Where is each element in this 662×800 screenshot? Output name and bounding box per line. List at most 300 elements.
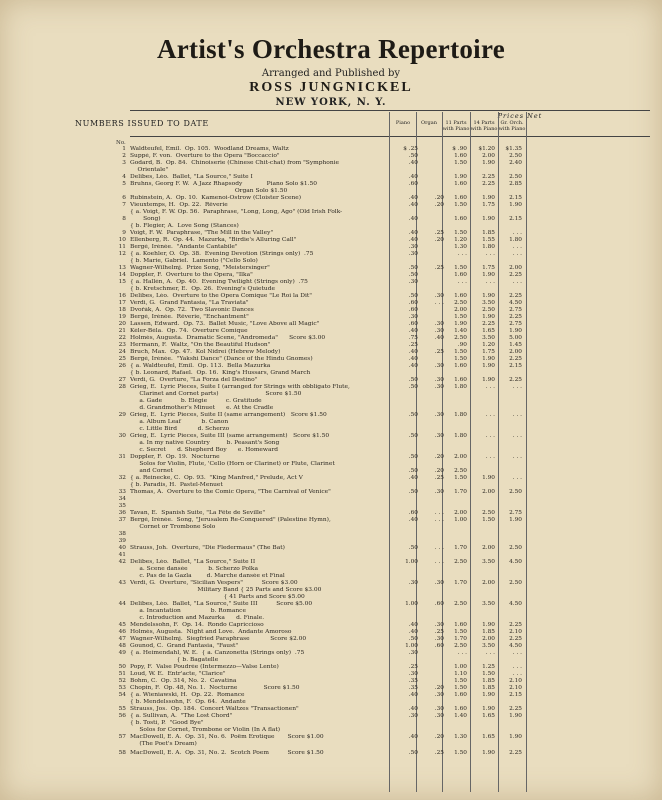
price-organ: .60 [434, 601, 444, 607]
price-11-parts: . . . [457, 279, 467, 285]
row-number: 9 [122, 230, 126, 236]
row-description: Ellenberg, R. Op. 44. Mazurka, "Birdie's Alluring Call" [130, 237, 297, 243]
price-gr-orch: 4.50 [509, 643, 522, 649]
row-number: 35 [118, 503, 126, 509]
row-number: 17 [118, 300, 126, 306]
price-11-parts: .90 [457, 342, 467, 348]
row-description: Bergé, Irénée. Rêverie, "Enchantment" [130, 314, 249, 320]
row-number: 20 [118, 321, 126, 327]
row-number: 26 [118, 363, 126, 369]
row-description: Grieg, E. Lyric Pieces, Suite I (arranged for Strings with obbligato Flute, [130, 384, 350, 390]
row-description: Waldteufel, Emil. Op. 105. Woodland Dreams, Waltz [130, 146, 289, 152]
row-description: Wagner-Wilhelmj. Prize Song, "Meistersinger" [130, 265, 270, 271]
price-14-parts: 1.65 [482, 328, 495, 334]
row-number: 3 [122, 160, 126, 166]
price-organ: .20 [434, 734, 444, 740]
header-top-rule [130, 110, 650, 111]
row-number: 52 [118, 678, 126, 684]
price-11-parts: 1.40 [454, 328, 467, 334]
row-number: 38 [118, 531, 126, 537]
row-description: Verdi, G. Overture, "La Forza del Destino" [130, 377, 258, 383]
row-number: 13 [118, 265, 126, 271]
price-piano: .50 [408, 545, 418, 551]
row-description: Wagner-Wilhelmj. Siegfried Paraphrase Score $2.00 [130, 636, 307, 642]
price-gr-orch: . . . [512, 650, 522, 656]
price-organ: .20 [434, 237, 444, 243]
price-piano: .35 [408, 685, 418, 691]
price-11-parts: 1.80 [454, 384, 467, 390]
price-gr-orch: 1.90 [509, 517, 522, 523]
price-gr-orch: . . . [512, 475, 522, 481]
row-description: Bergé, Irénée. "Andante Cantabile" [130, 244, 238, 250]
price-11-parts: 1.90 [454, 321, 467, 327]
price-14-parts: 1.90 [482, 706, 495, 712]
price-14-parts: 2.00 [482, 545, 495, 551]
row-description: { a. Waldteufel, Emil. Op. 113. Bella Mazurka [130, 363, 271, 369]
price-14-parts: 1.90 [482, 195, 495, 201]
price-11-parts: 1.60 [454, 706, 467, 712]
row-number: 6 [122, 195, 126, 201]
row-description: Thomas, A. Overture to the Comic Opera, "The Carnival of Venice" [130, 489, 331, 495]
price-11-parts: 1.70 [454, 636, 467, 642]
price-organ: .30 [434, 377, 444, 383]
price-14-parts: 1.85 [482, 678, 495, 684]
row-description: { a. Hallén, A. Op. 40. Evening Twilight (Strings only) .75 [130, 279, 308, 285]
row-number: 33 [118, 489, 126, 495]
price-14-parts: 2.00 [482, 153, 495, 159]
price-14-parts: 1.85 [482, 629, 495, 635]
price-14-parts: . . . [485, 251, 495, 257]
price-11-parts: 1.90 [454, 174, 467, 180]
price-11-parts: 1.60 [454, 377, 467, 383]
price-14-parts: 3.50 [482, 643, 495, 649]
price-gr-orch: 2.15 [509, 692, 522, 698]
row-number: 47 [118, 636, 126, 642]
row-description: { b. Mendelssohn, F. Op. 64. Andante [130, 699, 246, 705]
row-description: Popy, F. Valse Poudrée (Intermezzo—Valse Lente) [130, 664, 279, 670]
price-piano: .40 [408, 174, 418, 180]
price-11-parts: 1.50 [454, 160, 467, 166]
row-description: Verdi, G. Grand Fantasia, "La Traviata" [130, 300, 249, 306]
row-description: Solos for Cornet, Trombone or Violin (In A flat) [130, 727, 281, 733]
price-organ: .30 [434, 692, 444, 698]
price-14-parts: . . . [485, 279, 495, 285]
row-number: 12 [118, 251, 126, 257]
row-number: 23 [118, 342, 126, 348]
price-14-parts: 1.90 [482, 475, 495, 481]
price-11-parts: 1.60 [454, 272, 467, 278]
row-description: (The Poet's Dream) [130, 741, 197, 747]
price-14-parts: 3.50 [482, 559, 495, 565]
row-number: 7 [122, 202, 126, 208]
row-description: { a. Wieniawski, H. Op. 22. Romance [130, 692, 245, 698]
row-number: 8 [122, 216, 126, 222]
price-piano: .50 [408, 489, 418, 495]
row-number: 4 [122, 174, 126, 180]
price-14-parts: $1.20 [478, 146, 495, 152]
row-number: 22 [118, 335, 126, 341]
row-description: Lassen, Edward. Op. 73. Ballet Music, "Love Above all Magic" [130, 321, 320, 327]
price-organ: . . . [434, 517, 444, 523]
price-gr-orch: 2.25 [509, 377, 522, 383]
price-11-parts: 1.50 [454, 678, 467, 684]
price-piano: .50 [408, 272, 418, 278]
price-piano: .40 [408, 692, 418, 698]
price-gr-orch: 2.25 [509, 636, 522, 642]
price-11-parts: 2.50 [454, 601, 467, 607]
price-gr-orch: . . . [512, 244, 522, 250]
row-number: 29 [118, 412, 126, 418]
price-11-parts: 1.60 [454, 153, 467, 159]
price-gr-orch: 2.75 [509, 510, 522, 516]
row-description: Suppé, F. von. Overture to the Opera "Boccaccio" [130, 153, 280, 159]
price-organ: .30 [434, 321, 444, 327]
price-11-parts: 1.30 [454, 244, 467, 250]
price-11-parts: 1.00 [454, 664, 467, 670]
price-11-parts: $ .90 [452, 146, 467, 152]
price-11-parts: 1.50 [454, 230, 467, 236]
col-header-14-parts: 14 Parts with Piano [470, 120, 498, 132]
price-piano: .40 [408, 237, 418, 243]
row-number: 32 [118, 475, 126, 481]
row-description: Vieuxtemps, H. Op. 22. Rêverie [130, 202, 228, 208]
price-organ: . . . [434, 545, 444, 551]
price-gr-orch: 2.40 [509, 160, 522, 166]
row-description: a. Scene dansée b. Scherzo Polka [130, 566, 258, 572]
row-number: 30 [118, 433, 126, 439]
col-header-piano: Piano [395, 120, 411, 126]
row-number: 39 [118, 538, 126, 544]
price-piano: .40 [408, 475, 418, 481]
price-piano: .60 [408, 307, 418, 313]
row-number: 11 [118, 244, 126, 250]
price-gr-orch: 2.50 [509, 153, 522, 159]
price-piano: .50 [408, 433, 418, 439]
price-piano: .30 [408, 251, 418, 257]
price-piano: .25 [408, 342, 418, 348]
row-description: Chopin, F. Op. 48, No. 1. Nocturne Score $1.50 [130, 685, 300, 691]
price-11-parts: 2.00 [454, 307, 467, 313]
row-number: 58 [118, 750, 126, 756]
price-gr-orch: . . . [512, 279, 522, 285]
price-14-parts: 2.00 [482, 489, 495, 495]
row-description: a. Gade b. Elégie c. Gratitude [130, 398, 262, 404]
row-number: 56 [118, 713, 126, 719]
row-description: { b. Flegier, A. Love Song (Stances) [130, 223, 239, 229]
price-gr-orch: . . . [512, 664, 522, 670]
price-11-parts: 1.70 [454, 580, 467, 586]
price-organ: .30 [434, 713, 444, 719]
row-description: c. Introduction and Mazurka d. Finale. [130, 615, 265, 621]
row-number: 50 [118, 664, 126, 670]
price-gr-orch: 1.45 [509, 342, 522, 348]
row-description: MacDowell, E. A. Op. 31, No. 6. Poëm Erotique Score $1.00 [130, 734, 324, 740]
price-11-parts: 1.60 [454, 692, 467, 698]
price-piano: .30 [408, 244, 418, 250]
price-11-parts: 1.60 [454, 622, 467, 628]
price-14-parts: 1.90 [482, 356, 495, 362]
price-14-parts: 1.85 [482, 230, 495, 236]
price-piano: 1.00 [405, 559, 418, 565]
price-14-parts: 2.00 [482, 636, 495, 642]
price-14-parts: 1.90 [482, 622, 495, 628]
row-number: 25 [118, 356, 126, 362]
row-description: { b. Paradis, H. Pastel-Menuet [130, 482, 223, 488]
price-piano: .40 [408, 195, 418, 201]
row-number: 27 [118, 377, 126, 383]
price-gr-orch: 2.10 [509, 629, 522, 635]
price-organ: .20 [434, 454, 444, 460]
row-description: a. In my native Country b. Peasant's Song [130, 440, 280, 446]
row-number: 14 [118, 272, 126, 278]
row-number: 24 [118, 349, 126, 355]
row-description: { a. Heimendahl, W. E. { a. Canzonetta (Strings only) .75 [130, 650, 305, 656]
price-14-parts: 2.50 [482, 307, 495, 313]
price-11-parts: 1.30 [454, 734, 467, 740]
row-description: Tavan, E. Spanish Suite, "La Fête de Seville" [130, 510, 266, 516]
price-organ: .25 [434, 349, 444, 355]
price-14-parts: . . . [485, 454, 495, 460]
price-organ: .30 [434, 489, 444, 495]
row-description: d. Grandmother's Minuet e. At the Cradle [130, 405, 274, 411]
page-title: Artist's Orchestra Repertoire [156, 34, 506, 64]
row-number: 18 [118, 307, 126, 313]
row-number: 42 [118, 559, 126, 565]
price-11-parts: 2.50 [454, 468, 467, 474]
price-gr-orch: 2.75 [509, 307, 522, 313]
row-number: 48 [118, 643, 126, 649]
price-11-parts: 1.10 [454, 671, 467, 677]
row-description: { a. Voigt, F. W. Op. 56. Paraphrase, "Long, Long, Ago" (Old Irish Folk- [130, 209, 343, 215]
price-piano: .50 [408, 377, 418, 383]
price-piano: .40 [408, 706, 418, 712]
col-header-11-parts: 11 Parts with Piano [442, 120, 470, 132]
price-gr-orch: 2.15 [509, 363, 522, 369]
price-11-parts: . . . [457, 650, 467, 656]
row-description: Delibes, Léo. Overture to the Opera Comique "Le Roi la Dit" [130, 293, 312, 299]
row-description: c. Pas de la Gazla d. Marche dansée et Final [130, 573, 285, 579]
row-description: Loud, W. E. Entr'acte, "Clarice" [130, 671, 226, 677]
price-14-parts: 1.90 [482, 377, 495, 383]
row-description: Strauss, Joh. Overture, "Die Fledermaus" (The Bat) [130, 545, 285, 551]
price-gr-orch: 2.25 [509, 750, 522, 756]
row-number: 10 [118, 237, 126, 243]
column-divider [389, 112, 390, 792]
price-11-parts: 2.00 [454, 454, 467, 460]
price-11-parts: 1.70 [454, 545, 467, 551]
price-gr-orch: . . . [512, 671, 522, 677]
price-gr-orch: 2.15 [509, 195, 522, 201]
price-organ: .30 [434, 363, 444, 369]
price-gr-orch: 1.90 [509, 713, 522, 719]
price-gr-orch: 1.90 [509, 328, 522, 334]
price-organ: .25 [434, 475, 444, 481]
price-organ: .25 [434, 265, 444, 271]
price-14-parts: 1.90 [482, 160, 495, 166]
row-description: Doppler, F. Overture to the Opera, "Ilka" [130, 272, 253, 278]
row-description: Solos for Violin, Flute, 'Cello (Horn or Clarinet) or Flute, Clarinet [130, 461, 335, 467]
price-gr-orch: 2.00 [509, 265, 522, 271]
row-description: c. Secret d. Shepherd Boy e. Homeward [130, 447, 279, 453]
row-description: { b. Leonard, Rafael. Op. 16. King's Hussars, Grand March [130, 370, 311, 376]
price-piano: .60 [408, 321, 418, 327]
price-14-parts: 1.65 [482, 734, 495, 740]
row-number: 49 [118, 650, 126, 656]
price-piano: .50 [408, 265, 418, 271]
price-piano: .60 [408, 181, 418, 187]
section-heading: NUMBERS ISSUED TO DATE [75, 119, 209, 128]
price-14-parts: . . . [485, 412, 495, 418]
price-14-parts: 1.25 [482, 664, 495, 670]
price-11-parts: 1.50 [454, 202, 467, 208]
row-number: 46 [118, 629, 126, 635]
price-gr-orch: 2.25 [509, 356, 522, 362]
price-piano: .30 [408, 671, 418, 677]
price-11-parts: 1.50 [454, 314, 467, 320]
price-gr-orch: 5.00 [509, 335, 522, 341]
price-14-parts: 1.55 [482, 237, 495, 243]
price-14-parts: 1.50 [482, 671, 495, 677]
price-11-parts: 2.50 [454, 335, 467, 341]
price-gr-orch: 2.25 [509, 293, 522, 299]
price-piano: .60 [408, 300, 418, 306]
price-piano: .50 [408, 454, 418, 460]
price-14-parts: 1.50 [482, 517, 495, 523]
price-gr-orch: . . . [512, 433, 522, 439]
prices-heading: Prices Net [497, 112, 543, 120]
price-piano: .30 [408, 650, 418, 656]
price-piano: .30 [408, 279, 418, 285]
price-piano: .50 [408, 468, 418, 474]
price-14-parts: 3.50 [482, 335, 495, 341]
price-piano: .40 [408, 160, 418, 166]
price-piano: .50 [408, 636, 418, 642]
price-piano: .30 [408, 314, 418, 320]
row-description: Voigt, F. W. Paraphrase, "The Mill in the Valley" [130, 230, 274, 236]
price-11-parts: 2.00 [454, 510, 467, 516]
price-gr-orch: 2.25 [509, 272, 522, 278]
row-description: Dvořák, A. Op. 72. Two Slavonic Dances [130, 307, 254, 313]
price-14-parts: 1.20 [482, 342, 495, 348]
price-gr-orch: 2.85 [509, 181, 522, 187]
row-number: 21 [118, 328, 126, 334]
price-14-parts: 1.75 [482, 265, 495, 271]
row-description: Grieg, E. Lyric Pieces, Suite III (same arrangement) Score $1.50 [130, 433, 330, 439]
price-piano: .40 [408, 363, 418, 369]
price-organ: .60 [434, 643, 444, 649]
col-header-gr-orch: Gr. Orch. with Piano [498, 120, 526, 132]
price-piano: .50 [408, 153, 418, 159]
row-description: Orientale" [130, 167, 169, 173]
row-number: 45 [118, 622, 126, 628]
price-gr-orch: 4.50 [509, 601, 522, 607]
price-organ: .30 [434, 706, 444, 712]
price-14-parts: 3.50 [482, 300, 495, 306]
row-description: Bruch, Max. Op. 47. Kol Nidrei (Hebrew Melody) [130, 349, 281, 355]
price-gr-orch: 2.75 [509, 321, 522, 327]
price-11-parts: 1.60 [454, 293, 467, 299]
price-organ: .30 [434, 412, 444, 418]
price-gr-orch: 1.90 [509, 202, 522, 208]
row-number: 36 [118, 510, 126, 516]
row-number: 40 [118, 545, 126, 551]
price-piano: .50 [408, 384, 418, 390]
row-description: Clarinet and Cornet parts) Score $1.50 [130, 391, 302, 397]
price-11-parts: 1.60 [454, 363, 467, 369]
row-description: Holmès, Augusta. Night and Love. Andante Amoroso [130, 629, 292, 635]
row-description: MacDowell, E. A. Op. 31, No. 2. Scotch Poem Score $1.50 [130, 750, 324, 756]
price-piano: .40 [408, 622, 418, 628]
price-gr-orch: 4.50 [509, 300, 522, 306]
price-gr-orch: 2.15 [509, 216, 522, 222]
row-description: Godard, B. Op. 84. Chinoiserie (Chinese Chit-chat) from "Symphonie [130, 160, 340, 166]
row-number: 28 [118, 384, 126, 390]
price-piano: .40 [408, 356, 418, 362]
price-organ: .40 [434, 335, 444, 341]
price-organ: .30 [434, 384, 444, 390]
price-14-parts: 1.65 [482, 713, 495, 719]
price-organ: . . . [434, 559, 444, 565]
price-14-parts: 2.25 [482, 174, 495, 180]
row-description: Holmès, Augusta. Dramatic Scene, "Andromeda" Score $3.00 [130, 335, 326, 341]
price-14-parts: 2.00 [482, 580, 495, 586]
price-11-parts: 1.60 [454, 195, 467, 201]
row-description: Bruhns, Georg F. W. A Jazz Rhapsody Piano Solo $1.50 [130, 181, 317, 187]
row-description: Song) [130, 216, 161, 222]
row-description: Verdi, G. Overture, "Sicilian Vespers" Score $3.00 [130, 580, 298, 586]
price-11-parts: 1.50 [454, 685, 467, 691]
price-gr-orch: 1.90 [509, 734, 522, 740]
price-gr-orch: . . . [512, 412, 522, 418]
price-organ: .20 [434, 202, 444, 208]
price-piano: 1.00 [405, 601, 418, 607]
price-organ: .25 [434, 230, 444, 236]
price-organ: . . . [434, 300, 444, 306]
price-gr-orch: 4.50 [509, 559, 522, 565]
price-11-parts: 1.00 [454, 517, 467, 523]
price-11-parts: 2.50 [454, 559, 467, 565]
row-description: Doppler, F. Op. 19. Nocturne [130, 454, 220, 460]
price-organ: .30 [434, 433, 444, 439]
price-piano: .50 [408, 750, 418, 756]
price-piano: .60 [408, 510, 418, 516]
price-11-parts: 1.50 [454, 475, 467, 481]
page-subtitle: Arranged and Published by [261, 68, 401, 79]
row-description: Bergé, Irénée. Song, "Jerusalem Re-Conquered" (Palestine Hymn), [130, 517, 331, 523]
price-14-parts: 2.50 [482, 510, 495, 516]
price-11-parts: 1.40 [454, 713, 467, 719]
price-gr-orch: . . . [512, 384, 522, 390]
price-14-parts: 2.25 [482, 181, 495, 187]
row-description: Mendelssohn, F. Op. 14. Rondo Capriccioso [130, 622, 264, 628]
row-description: Delibes, Léo. Ballet, "La Source," Suite I [130, 174, 253, 180]
row-number: 37 [118, 517, 126, 523]
price-organ: .30 [434, 580, 444, 586]
price-piano: .40 [408, 517, 418, 523]
price-14-parts: 1.90 [482, 272, 495, 278]
price-14-parts: 1.90 [482, 692, 495, 698]
price-gr-orch: 2.10 [509, 685, 522, 691]
price-14-parts: 1.90 [482, 314, 495, 320]
row-description: { a. Sullivan, A. "The Lost Chord" [130, 713, 233, 719]
price-organ: .20 [434, 685, 444, 691]
row-description: Delibes, Léo. Ballet, "La Source," Suite III Score $5.00 [130, 601, 313, 607]
price-14-parts: . . . [485, 384, 495, 390]
price-14-parts: 1.90 [482, 216, 495, 222]
price-gr-orch: . . . [512, 230, 522, 236]
row-description: { b. Marie, Gabriel. Lamento ("Cello Solo) [130, 258, 258, 264]
price-organ: .30 [434, 636, 444, 642]
